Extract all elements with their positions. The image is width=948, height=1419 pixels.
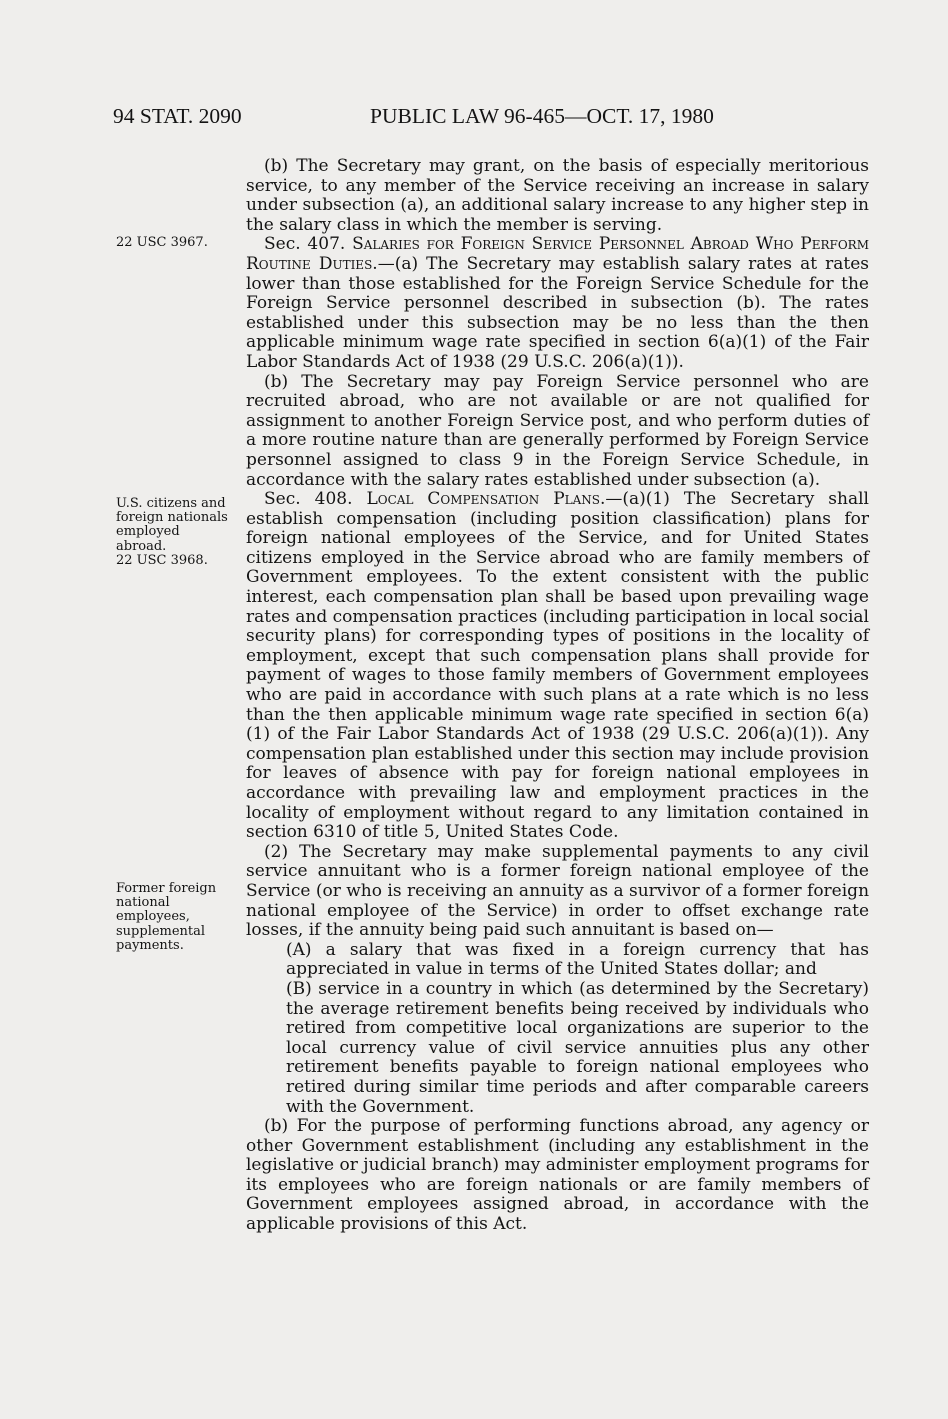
paragraph-408b: (b) For the purpose of performing functions abroad, any agency or other Government establishment (including any establishment in the legislative or judicial branch) may administer employment programs for its employees who are foreign nationals or are family members of Government employees assigned abroad, in accordance with the applicable provisions of this Act. [246, 1116, 869, 1235]
section-407-text: —(a) The Secretary may establish salary rates at rates lower than those established for the Foreign Service Schedule for the Foreign Service personnel described in subsection (b). The rates established under this subsection may be no less than the then applicable minimum wage rate specified in section 6(a)(1) of the Fair Labor Standards Act of 1938 (29 U.S.C. 206(a)(1)). [246, 253, 870, 372]
section-408-text: —(a)(1) The Secretary shall establish compensation (including position classification) plans for foreign national employees of the Service, and for United States citizens employed in the Service abroad who are family members of Government employees. To the extent consistent with the public interest, each compensation plan shall be based upon prevailing wage rates and compensation practices (including participation in local social security plans) for corresponding types of positions in the locality of employment, except that such compensation plans shall provide for payment of wages to those family members of Government employees who are paid in accordance with such plans at a rate which is no less than the then applicable minimum wage rate specified in section 6(a)(1) of the Fair Labor Standards Act of 1938 (29 U.S.C. 206(a)(1)). Any compensation plan established under this section may include provision for leaves of absence with pay for foreign national employees in accordance with prevailing law and employment practices in the locality of employment without regard to any limitation contained in section 6310 of title 5, United States Code. [246, 489, 869, 843]
section-407-label: Sec. 407. [264, 234, 346, 255]
public-law-title: PUBLIC LAW 96-465—OCT. 17, 1980 [370, 104, 714, 128]
clause-a: (A) a salary that was fixed in a foreign currency that has appreciated in value in terms of the United States dollar; and [286, 939, 869, 980]
page-header [113, 104, 753, 130]
section-407-title: Salaries for Foreign Service Personnel Abroad Who Perform Routine Duties. [246, 234, 870, 274]
paragraph-407b: (b) The Secretary may pay Foreign Service personnel who are recruited abroad, who are not available or are not qualified for assignment to another Foreign Service post, and who perform duties of a more routine nature than are generally performed by Foreign Service personnel assigned to class 9 in the Foreign Service Schedule, in accordance with the salary rates established under subsection (a). [246, 371, 869, 490]
section-407 [246, 235, 869, 372]
clause-b: (B) service in a country in which (as determined by the Secretary) the average retirement benefits being received by individuals who retired from competitive local organizations are superior to the local currency value of civil service annuities plus any other retirement benefits payable to foreign national employees who retired during similar time periods and after comparable careers with the Government. [286, 978, 869, 1117]
margin-note-supplemental-payments: Former foreign national employees, supplemental payments. [116, 881, 217, 953]
margin-note-usc-3968: U.S. citizens and foreign nationals employed abroad. 22 USC 3968. [116, 496, 228, 568]
statute-body [246, 157, 869, 1235]
paragraph-406b: (b) The Secretary may grant, on the basis of especially meritorious service, to any member of the Service receiving an increase in salary under subsection (a), an additional salary increase to any higher step in the salary class in which the member is serving. [246, 156, 869, 235]
section-408 [246, 490, 869, 843]
section-408-label: Sec. 408. [264, 489, 353, 510]
margin-note-usc-3967: 22 USC 3967. [116, 235, 208, 250]
paragraph-408a2: (2) The Secretary may make supplemental payments to any civil service annuitant who is a former foreign national employee of the Service (or who is receiving an annuity as a survivor of a former foreign national employee of the Service) in order to offset exchange rate losses, if the annuity being paid such annuitant is based on— [246, 841, 870, 941]
section-408-title: Local Compensation Plans. [366, 489, 606, 510]
statute-citation: 94 STAT. 2090 [113, 104, 242, 128]
